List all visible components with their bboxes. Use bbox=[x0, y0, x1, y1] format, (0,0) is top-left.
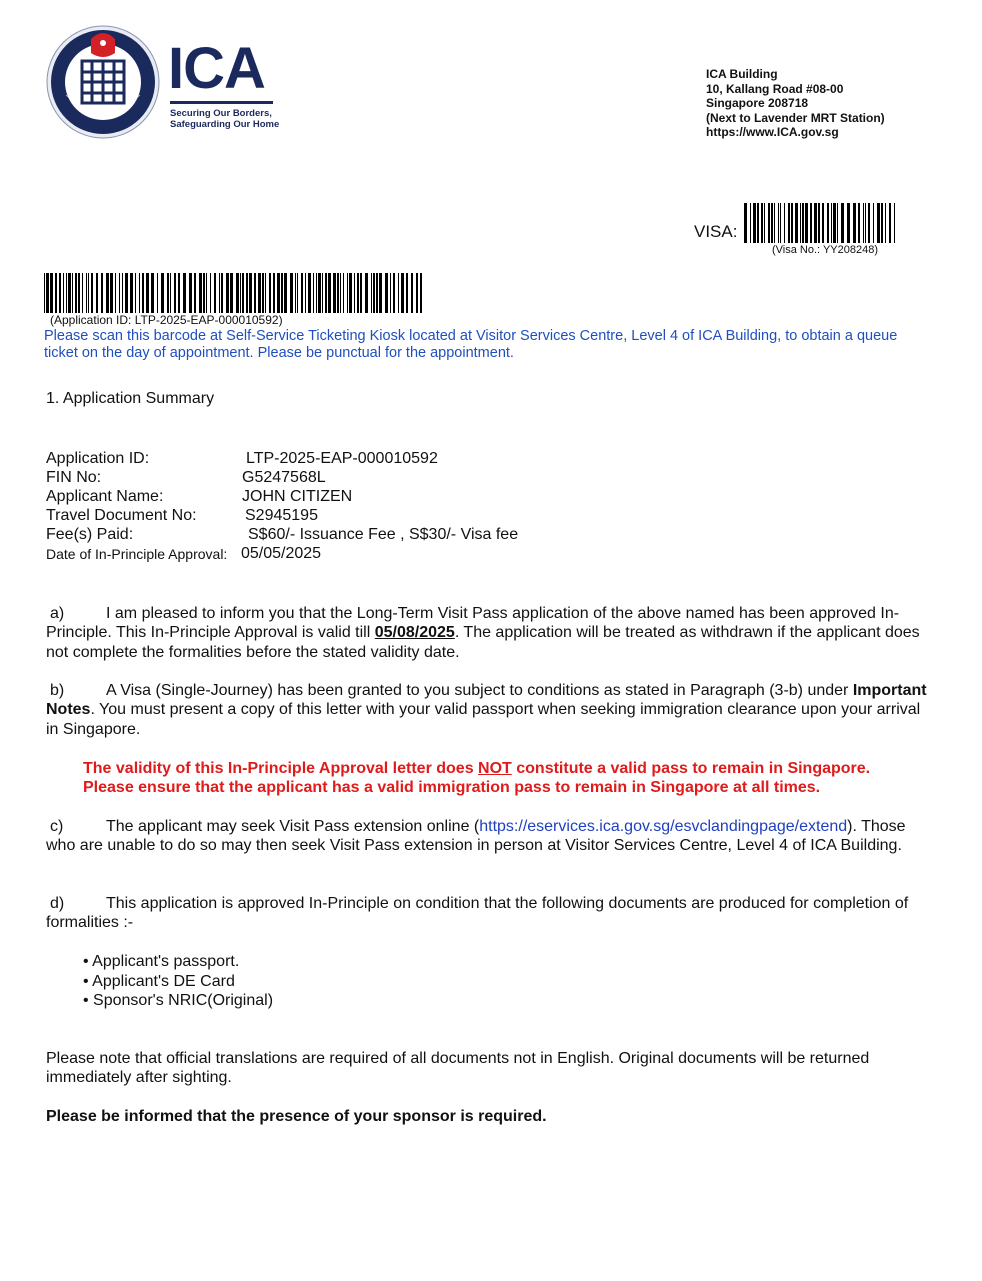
list-item: • Applicant's passport. bbox=[83, 953, 240, 970]
validity-warning: The validity of this In-Principle Approval letter does NOT constitute a valid pass to remain in Singapore. Please ensure that the applicant has a valid immigration pass to remain in Singapore at all times. bbox=[83, 760, 871, 796]
summary-label: FIN No: bbox=[46, 469, 102, 486]
application-summary bbox=[46, 449, 646, 569]
applicant-name-value: JOHN CITIZEN bbox=[242, 488, 353, 505]
application-barcode bbox=[44, 273, 422, 313]
paragraph-a: a) I am pleased to inform you that the Long-Term Visit Pass application of the above named has been approved In-Principle. This In-Principle Approval is valid till 05/08/2025. The application will be treated as withdrawn if the applicant does not complete the formalities before the stated validity date. bbox=[46, 605, 920, 661]
list-item: • Applicant's DE Card bbox=[83, 972, 235, 990]
paragraph-b: b) A Visa (Single-Journey) has been granted to you subject to conditions as stated in Paragraph (3-b) under Important Notes. You must present a copy of this letter with your valid passport when seeking immigration clearance upon your arrival in Singapore. bbox=[46, 682, 927, 738]
approval-date-value: 05/05/2025 bbox=[241, 545, 322, 562]
section-title: 1. Application Summary bbox=[46, 390, 215, 407]
list-item: • Sponsor's NRIC(Original) bbox=[83, 992, 274, 1009]
summary-label: Applicant Name: bbox=[46, 488, 164, 505]
fees-value: S$60/- Issuance Fee , S$30/- Visa fee bbox=[248, 526, 519, 543]
logo-tagline: Securing Our Borders, Safeguarding Our Home bbox=[170, 108, 280, 130]
sponsor-note: Please be informed that the presence of your sponsor is required. bbox=[46, 1108, 547, 1125]
extension-link[interactable]: https://eservices.ica.gov.sg/esvclandingpage/extend bbox=[479, 818, 848, 835]
kiosk-notice: Please scan this barcode at Self-Service Ticketing Kiosk located at Visitor Services Centre, Level 4 of ICA Building, to obtain a queue ticket on the day of appointment. Please be punctual for the appointment. bbox=[44, 328, 898, 361]
required-documents bbox=[83, 952, 273, 1011]
ica-logo-text: ICA bbox=[168, 36, 265, 101]
summary-label: Travel Document No: bbox=[46, 507, 197, 524]
application-barcode-caption: (Application ID: LTP-2025-EAP-000010592) bbox=[50, 313, 283, 327]
application-id-value: LTP-2025-EAP-000010592 bbox=[246, 450, 438, 467]
fin-value: G5247568L bbox=[242, 469, 326, 486]
validity-date: 05/08/2025 bbox=[374, 624, 455, 642]
visa-label: VISA: bbox=[694, 222, 738, 241]
visa-barcode bbox=[744, 203, 895, 243]
summary-label: Date of In-Principle Approval: bbox=[46, 546, 228, 562]
paragraph-d: d) This application is approved In-Principle on condition that the following documents are produced for completion of formalities :- bbox=[46, 895, 909, 932]
ica-seal-logo bbox=[46, 25, 160, 139]
visa-number: (Visa No.: YY208248) bbox=[772, 244, 878, 256]
ica-address: ICA Building 10, Kallang Road #08-00 Singapore 208718 (Next to Lavender MRT Station) https://www.ICA.gov.sg bbox=[706, 67, 885, 139]
travel-doc-value: S2945195 bbox=[245, 507, 318, 524]
logo-underline bbox=[170, 101, 273, 104]
translation-note: Please note that official translations are required of all documents not in English. Original documents will be returned immediately after sighting. bbox=[46, 1050, 870, 1087]
paragraph-c: c) The applicant may seek Visit Pass extension online (https://eservices.ica.gov.sg/esvclandingpage/extend). Those who are unable to do so may then seek Visit Pass extension in person at Visitor Services Centre, Level 4 of ICA Building. bbox=[46, 818, 906, 855]
summary-label: Application ID: bbox=[46, 450, 150, 467]
summary-label: Fee(s) Paid: bbox=[46, 526, 134, 543]
